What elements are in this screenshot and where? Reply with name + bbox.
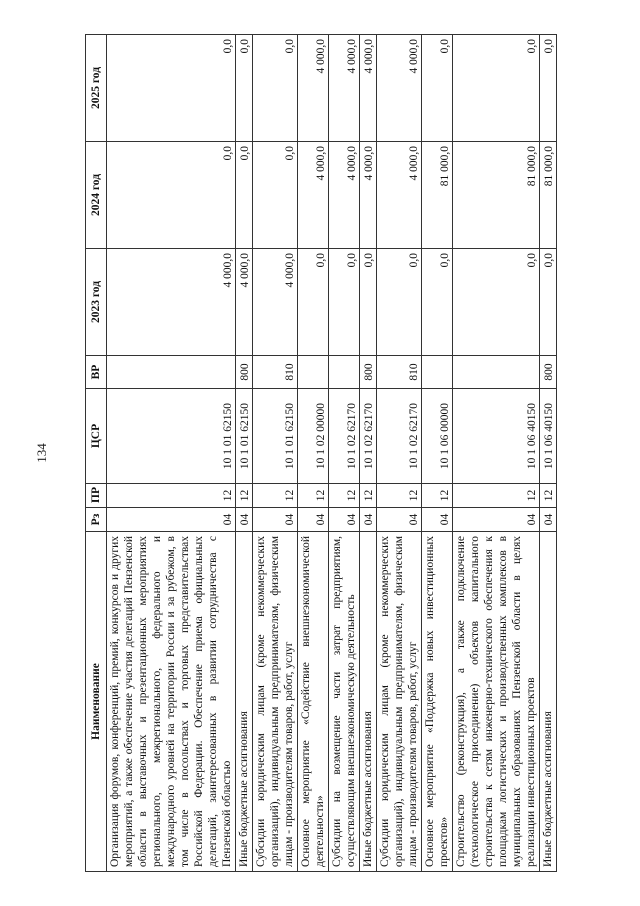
cell-y2025: 0,0 bbox=[453, 35, 540, 142]
table-row bbox=[453, 35, 540, 872]
cell-y2023: 0,0 bbox=[422, 249, 453, 356]
rotated-table-container bbox=[85, 34, 555, 872]
table-row bbox=[236, 35, 253, 872]
cell-csr: 10 1 06 40150 bbox=[453, 389, 540, 484]
cell-pr: 12 bbox=[422, 484, 453, 508]
cell-name: Иные бюджетные ассигнования bbox=[360, 532, 377, 872]
cell-name: Субсидии на возмещение части затрат предприятиям, осуществляющим внешнеэкономическую деятельность bbox=[329, 532, 360, 872]
header-csr: ЦСР bbox=[86, 389, 107, 484]
cell-csr: 10 1 02 62170 bbox=[329, 389, 360, 484]
cell-y2025: 0,0 bbox=[540, 35, 557, 142]
cell-vr: 800 bbox=[540, 356, 557, 389]
cell-y2025: 0,0 bbox=[253, 35, 298, 142]
cell-rz: 04 bbox=[377, 508, 422, 532]
cell-rz: 04 bbox=[253, 508, 298, 532]
cell-y2024: 0,0 bbox=[107, 142, 236, 249]
cell-name: Основное мероприятие «Содействие внешнеэкономической деятельности» bbox=[298, 532, 329, 872]
cell-pr: 12 bbox=[253, 484, 298, 508]
cell-csr: 10 1 06 40150 bbox=[540, 389, 557, 484]
cell-pr: 12 bbox=[236, 484, 253, 508]
cell-y2024: 4 000,0 bbox=[329, 142, 360, 249]
cell-vr: 800 bbox=[236, 356, 253, 389]
cell-pr: 12 bbox=[360, 484, 377, 508]
cell-y2023: 4 000,0 bbox=[236, 249, 253, 356]
cell-pr: 12 bbox=[540, 484, 557, 508]
cell-pr: 12 bbox=[298, 484, 329, 508]
cell-y2023: 0,0 bbox=[298, 249, 329, 356]
cell-rz: 04 bbox=[422, 508, 453, 532]
cell-y2025: 0,0 bbox=[236, 35, 253, 142]
table-row bbox=[540, 35, 557, 872]
cell-csr: 10 1 02 62170 bbox=[360, 389, 377, 484]
cell-y2025: 4 000,0 bbox=[377, 35, 422, 142]
cell-csr: 10 1 01 62150 bbox=[107, 389, 236, 484]
cell-y2024: 4 000,0 bbox=[298, 142, 329, 249]
cell-vr bbox=[422, 356, 453, 389]
cell-name: Субсидии юридическим лицам (кроме некоммерческих организаций), индивидуальным предпринимателям, физическим лицам - производителям товаров, работ, услуг bbox=[377, 532, 422, 872]
cell-rz: 04 bbox=[360, 508, 377, 532]
cell-vr bbox=[329, 356, 360, 389]
budget-table bbox=[85, 34, 557, 872]
cell-name: Организация форумов, конференций, премий, конкурсов и других мероприятий, а также обеспечение участия делегаций Пензенской области в выставочных и презентационных мероприятиях регионального, межрегионального, федерального и международного уровней на территории России и за рубежом, в том числе в посольствах и торговых представительствах Российской Федерации. Обеспечение приема официальных делегаций, заинтересованных в развитии сотрудничества с Пензенской областью bbox=[107, 532, 236, 872]
header-name: Наименование bbox=[86, 532, 107, 872]
cell-y2025: 0,0 bbox=[107, 35, 236, 142]
cell-y2023: 0,0 bbox=[329, 249, 360, 356]
cell-y2023: 0,0 bbox=[377, 249, 422, 356]
cell-y2024: 4 000,0 bbox=[360, 142, 377, 249]
cell-csr: 10 1 01 62150 bbox=[236, 389, 253, 484]
header-2025: 2025 год bbox=[86, 35, 107, 142]
cell-y2023: 0,0 bbox=[540, 249, 557, 356]
cell-y2023: 4 000,0 bbox=[107, 249, 236, 356]
header-rz: Рз bbox=[86, 508, 107, 532]
cell-rz: 04 bbox=[540, 508, 557, 532]
cell-pr: 12 bbox=[453, 484, 540, 508]
cell-y2025: 4 000,0 bbox=[298, 35, 329, 142]
cell-pr: 12 bbox=[107, 484, 236, 508]
cell-vr bbox=[298, 356, 329, 389]
cell-rz: 04 bbox=[107, 508, 236, 532]
cell-vr: 810 bbox=[377, 356, 422, 389]
cell-vr: 810 bbox=[253, 356, 298, 389]
table-row bbox=[329, 35, 360, 872]
table-row bbox=[298, 35, 329, 872]
cell-y2023: 4 000,0 bbox=[253, 249, 298, 356]
cell-rz: 04 bbox=[236, 508, 253, 532]
cell-y2023: 0,0 bbox=[453, 249, 540, 356]
table-row bbox=[107, 35, 236, 872]
cell-csr: 10 1 02 62170 bbox=[377, 389, 422, 484]
cell-rz: 04 bbox=[453, 508, 540, 532]
cell-y2025: 0,0 bbox=[422, 35, 453, 142]
cell-csr: 10 1 01 62150 bbox=[253, 389, 298, 484]
header-vr: ВР bbox=[86, 356, 107, 389]
table-body bbox=[107, 35, 557, 872]
cell-name: Иные бюджетные ассигнования bbox=[540, 532, 557, 872]
header-2024: 2024 год bbox=[86, 142, 107, 249]
cell-y2024: 81 000,0 bbox=[540, 142, 557, 249]
cell-name: Основное мероприятие «Поддержка новых инвестиционных проектов» bbox=[422, 532, 453, 872]
table-header-row bbox=[86, 35, 107, 872]
cell-pr: 12 bbox=[377, 484, 422, 508]
cell-y2025: 4 000,0 bbox=[329, 35, 360, 142]
table-row bbox=[422, 35, 453, 872]
cell-y2024: 81 000,0 bbox=[422, 142, 453, 249]
table-row bbox=[360, 35, 377, 872]
cell-rz: 04 bbox=[298, 508, 329, 532]
cell-y2023: 0,0 bbox=[360, 249, 377, 356]
table-row bbox=[253, 35, 298, 872]
cell-y2025: 4 000,0 bbox=[360, 35, 377, 142]
cell-vr bbox=[453, 356, 540, 389]
cell-pr: 12 bbox=[329, 484, 360, 508]
cell-vr: 800 bbox=[360, 356, 377, 389]
cell-vr bbox=[107, 356, 236, 389]
cell-y2024: 0,0 bbox=[236, 142, 253, 249]
cell-rz: 04 bbox=[329, 508, 360, 532]
cell-name: Строительство (реконструкция), а также подключение (технологическое присоединение) объектов капитального строительства к сетям инженерно-технического обеспечения к площадкам логистических и производственных комплексов в муниципальных образованиях Пензенской области в целях реализации инвестиционных проектов bbox=[453, 532, 540, 872]
cell-csr: 10 1 06 00000 bbox=[422, 389, 453, 484]
cell-y2024: 0,0 bbox=[253, 142, 298, 249]
cell-y2024: 4 000,0 bbox=[377, 142, 422, 249]
cell-name: Субсидии юридическим лицам (кроме некоммерческих организаций), индивидуальным предпринимателям, физическим лицам - производителям товаров, работ, услуг bbox=[253, 532, 298, 872]
header-pr: ПР bbox=[86, 484, 107, 508]
cell-name: Иные бюджетные ассигнования bbox=[236, 532, 253, 872]
cell-y2024: 81 000,0 bbox=[453, 142, 540, 249]
page-number: 134 bbox=[33, 443, 49, 463]
table-row bbox=[377, 35, 422, 872]
cell-csr: 10 1 02 00000 bbox=[298, 389, 329, 484]
header-2023: 2023 год bbox=[86, 249, 107, 356]
